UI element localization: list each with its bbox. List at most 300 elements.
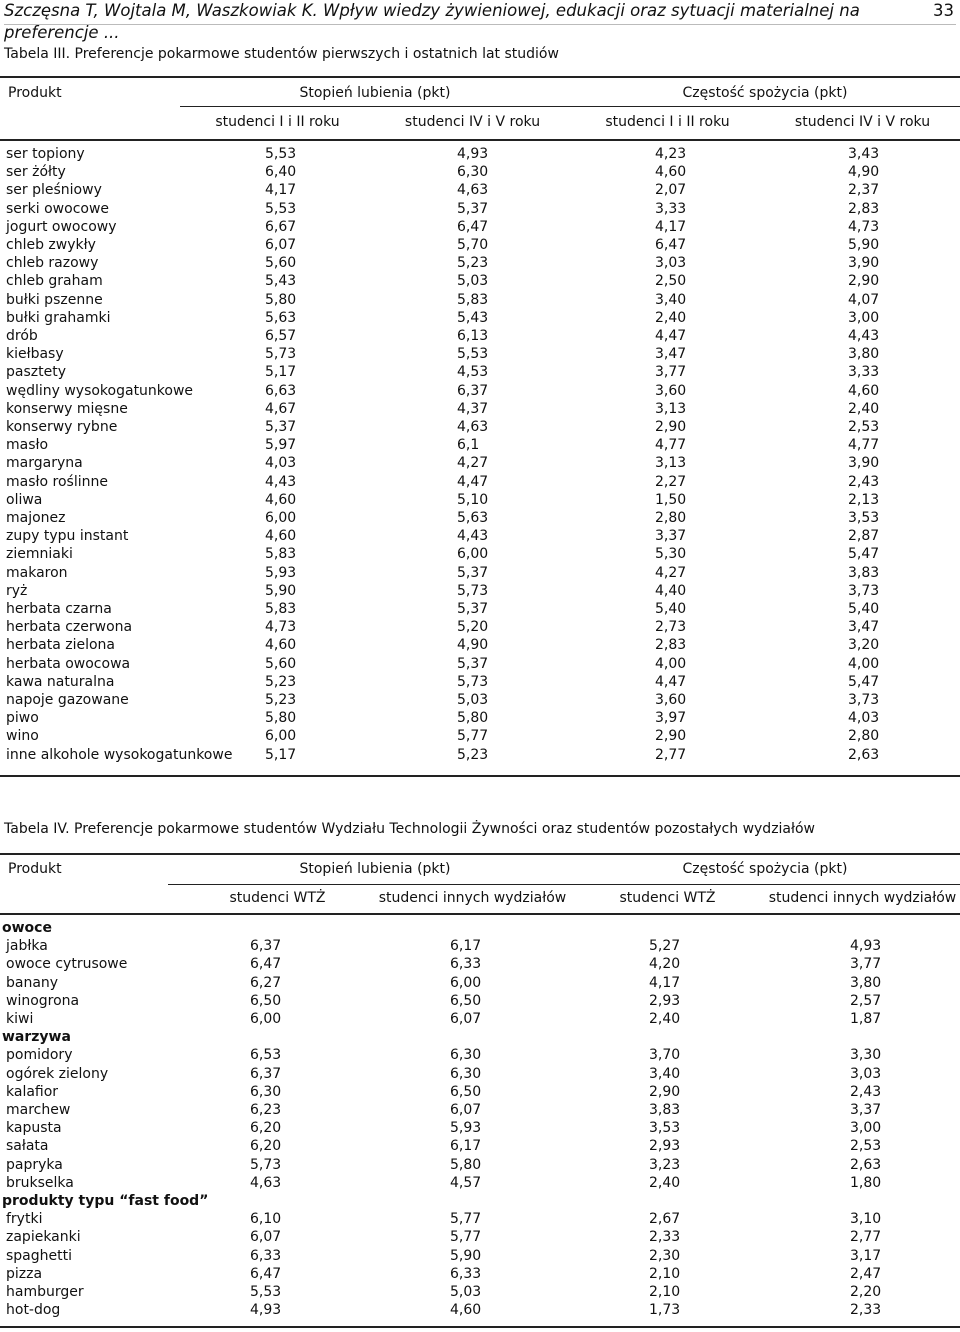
value-cell: 3,00 <box>850 1120 882 1137</box>
value-cell: 3,47 <box>848 619 880 636</box>
value-cell: 4,63 <box>457 182 489 199</box>
value-cell: 2,40 <box>848 400 880 417</box>
value-cell: 3,53 <box>848 510 880 526</box>
value-cell: 5,37 <box>457 601 489 617</box>
table-row <box>0 564 960 582</box>
value-cell: 5,80 <box>265 291 297 308</box>
value-cell: 3,30 <box>850 1047 882 1064</box>
value-cell: 3,73 <box>848 692 880 708</box>
value-cell: 4,27 <box>655 564 687 581</box>
table-row <box>0 727 960 745</box>
table-row <box>0 454 960 472</box>
value-cell: 5,60 <box>265 655 297 672</box>
value-cell: 5,17 <box>265 746 297 763</box>
value-cell: 5,03 <box>457 273 489 290</box>
value-cell: 4,17 <box>649 974 681 991</box>
table3-col-product: Produkt <box>8 85 62 101</box>
value-cell: 3,97 <box>655 710 687 727</box>
value-cell: 4,43 <box>265 473 297 490</box>
value-cell: 5,93 <box>265 564 297 581</box>
value-cell: 3,70 <box>649 1047 681 1064</box>
value-cell: 2,83 <box>848 200 880 217</box>
product-name: spaghetti <box>6 1247 73 1264</box>
table-row <box>0 291 960 309</box>
group-label: warzywa <box>2 1029 71 1046</box>
value-cell: 5,43 <box>457 309 489 326</box>
value-cell: 2,07 <box>655 182 687 199</box>
product-name: sałata <box>6 1138 49 1155</box>
value-cell: 5,53 <box>250 1284 282 1300</box>
product-name: margaryna <box>6 455 83 472</box>
table4-bottom-rule <box>0 1326 960 1328</box>
product-name: brukselka <box>6 1174 74 1191</box>
table-row <box>0 1265 960 1283</box>
value-cell: 3,90 <box>848 455 880 472</box>
value-cell: 3,13 <box>655 455 687 472</box>
table-row <box>0 1228 960 1246</box>
product-name: pasztety <box>6 364 66 381</box>
table-row <box>0 181 960 199</box>
product-name: ziemniaki <box>6 546 73 563</box>
value-cell: 3,37 <box>655 528 687 545</box>
value-cell: 6,30 <box>450 1065 482 1082</box>
value-cell: 6,50 <box>450 992 482 1009</box>
value-cell: 1,80 <box>850 1174 882 1191</box>
table-row <box>0 974 960 992</box>
value-cell: 4,90 <box>848 164 880 181</box>
product-name: kapusta <box>6 1120 62 1137</box>
product-name: majonez <box>6 510 66 526</box>
value-cell: 3,10 <box>850 1211 882 1228</box>
value-cell: 5,53 <box>265 200 297 217</box>
product-name: herbata czarna <box>6 601 112 617</box>
table-row <box>0 345 960 363</box>
product-name: bułki pszenne <box>6 291 103 308</box>
value-cell: 2,83 <box>655 637 687 654</box>
product-name: winogrona <box>6 992 80 1009</box>
product-name: wino <box>6 728 39 745</box>
value-cell: 4,60 <box>848 382 880 399</box>
value-cell: 4,63 <box>457 419 489 435</box>
table4-subcol-2: studenci innych wydziałów <box>378 890 567 906</box>
value-cell: 6,00 <box>250 1011 282 1027</box>
value-cell: 6,53 <box>250 1047 282 1064</box>
product-name: papryka <box>6 1156 63 1173</box>
value-cell: 4,40 <box>655 582 687 599</box>
product-name: jogurt owocowy <box>6 218 117 235</box>
value-cell: 6,37 <box>250 938 282 955</box>
value-cell: 5,77 <box>457 728 489 745</box>
value-cell: 5,80 <box>265 710 297 727</box>
value-cell: 5,90 <box>265 582 297 599</box>
value-cell: 5,90 <box>450 1247 482 1264</box>
value-cell: 6,30 <box>457 164 489 181</box>
value-cell: 6,00 <box>265 510 297 526</box>
value-cell: 5,63 <box>457 510 489 526</box>
product-name: chleb graham <box>6 273 103 290</box>
value-cell: 5,23 <box>265 673 297 690</box>
table3-subcol-1: studenci I i II roku <box>215 114 340 130</box>
value-cell: 4,43 <box>848 328 880 344</box>
table3-bottom-rule <box>0 775 960 777</box>
value-cell: 2,57 <box>850 992 882 1009</box>
value-cell: 4,60 <box>265 528 297 545</box>
product-name: owoce cytrusowe <box>6 956 128 973</box>
value-cell: 6,37 <box>457 382 489 399</box>
value-cell: 4,60 <box>265 491 297 508</box>
value-cell: 3,40 <box>649 1065 681 1082</box>
table-row <box>0 582 960 600</box>
table-row <box>0 163 960 181</box>
value-cell: 5,27 <box>649 938 681 955</box>
table-row <box>0 992 960 1010</box>
value-cell: 2,67 <box>649 1211 681 1228</box>
value-cell: 2,87 <box>848 528 880 545</box>
value-cell: 4,67 <box>265 400 297 417</box>
product-name: pizza <box>6 1265 43 1282</box>
table-row <box>0 1046 960 1064</box>
value-cell: 3,47 <box>655 346 687 363</box>
value-cell: 4,00 <box>655 655 687 672</box>
table-row <box>0 955 960 973</box>
product-name: makaron <box>6 564 68 581</box>
product-name: ogórek zielony <box>6 1065 109 1082</box>
table-row <box>0 1010 960 1028</box>
table-row <box>0 145 960 163</box>
value-cell: 5,47 <box>848 673 880 690</box>
table-row <box>0 691 960 709</box>
value-cell: 4,77 <box>848 437 880 454</box>
product-name: inne alkohole wysokogatunkowe <box>6 746 233 763</box>
table-row <box>0 254 960 272</box>
table-row <box>0 327 960 345</box>
product-name: ser żółty <box>6 164 66 181</box>
table4-col-product: Produkt <box>8 861 62 877</box>
product-name: wędliny wysokogatunkowe <box>6 382 194 399</box>
value-cell: 5,30 <box>655 546 687 563</box>
value-cell: 2,40 <box>649 1174 681 1191</box>
value-cell: 4,47 <box>655 673 687 690</box>
table-row <box>0 473 960 491</box>
table-row <box>0 1174 960 1192</box>
product-name: drób <box>6 328 38 344</box>
value-cell: 2,30 <box>649 1247 681 1264</box>
value-cell: 5,23 <box>457 255 489 272</box>
table-row <box>0 545 960 563</box>
table4-group-liking: Stopień lubienia (pkt) <box>299 861 451 877</box>
value-cell: 1,73 <box>649 1302 681 1319</box>
value-cell: 5,23 <box>265 692 297 708</box>
table-row <box>0 236 960 254</box>
table-row <box>0 309 960 327</box>
value-cell: 4,63 <box>250 1174 282 1191</box>
value-cell: 6,47 <box>250 956 282 973</box>
value-cell: 3,80 <box>848 346 880 363</box>
value-cell: 5,80 <box>450 1156 482 1173</box>
running-head <box>4 0 956 42</box>
value-cell: 2,93 <box>649 1138 681 1155</box>
value-cell: 4,93 <box>457 146 489 162</box>
value-cell: 6,27 <box>250 974 282 991</box>
table-row <box>0 1301 960 1319</box>
value-cell: 6,17 <box>450 938 482 955</box>
table-row <box>0 1119 960 1137</box>
value-cell: 4,77 <box>655 437 687 454</box>
value-cell: 6,07 <box>265 237 297 253</box>
table-row <box>0 1065 960 1083</box>
table-row <box>0 272 960 290</box>
value-cell: 2,63 <box>848 746 880 763</box>
value-cell: 6,23 <box>250 1102 282 1118</box>
value-cell: 3,37 <box>850 1102 882 1118</box>
value-cell: 3,77 <box>655 364 687 381</box>
value-cell: 3,43 <box>848 146 880 162</box>
value-cell: 4,03 <box>265 455 297 472</box>
value-cell: 5,37 <box>457 564 489 581</box>
product-name: pomidory <box>6 1047 73 1064</box>
value-cell: 2,47 <box>850 1265 882 1282</box>
product-name: jabłka <box>6 938 48 955</box>
value-cell: 5,10 <box>457 491 489 508</box>
value-cell: 2,73 <box>655 619 687 636</box>
value-cell: 4,37 <box>457 400 489 417</box>
group-label: owoce <box>2 920 52 936</box>
value-cell: 5,20 <box>457 619 489 636</box>
table-row <box>0 382 960 400</box>
value-cell: 5,37 <box>265 419 297 435</box>
value-cell: 5,03 <box>450 1284 482 1300</box>
value-cell: 4,07 <box>848 291 880 308</box>
value-cell: 2,13 <box>848 491 880 508</box>
value-cell: 3,00 <box>848 309 880 326</box>
table-row <box>0 746 960 764</box>
value-cell: 3,90 <box>848 255 880 272</box>
product-name: kiełbasy <box>6 346 64 363</box>
value-cell: 2,27 <box>655 473 687 490</box>
table4-header-rule <box>0 913 960 915</box>
value-cell: 6,50 <box>250 992 282 1009</box>
value-cell: 3,20 <box>848 637 880 654</box>
table-row <box>0 218 960 236</box>
value-cell: 4,57 <box>450 1174 482 1191</box>
value-cell: 5,43 <box>265 273 297 290</box>
product-name: herbata czerwona <box>6 619 133 636</box>
product-name: zapiekanki <box>6 1229 81 1246</box>
table3-header-rule <box>0 139 960 141</box>
table4-group-frequency: Częstość spożycia (pkt) <box>682 861 848 877</box>
value-cell: 6,37 <box>250 1065 282 1082</box>
value-cell: 6,50 <box>450 1083 482 1100</box>
value-cell: 5,90 <box>848 237 880 253</box>
table3-group-frequency: Częstość spożycia (pkt) <box>682 85 848 101</box>
value-cell: 6,13 <box>457 328 489 344</box>
value-cell: 3,23 <box>649 1156 681 1173</box>
table-row <box>0 1156 960 1174</box>
value-cell: 4,53 <box>457 364 489 381</box>
value-cell: 6,00 <box>450 974 482 991</box>
value-cell: 4,03 <box>848 710 880 727</box>
table4-subcol-3: studenci WTŻ <box>619 890 716 906</box>
table3-subcol-4: studenci IV i V roku <box>794 114 931 130</box>
value-cell: 5,47 <box>848 546 880 563</box>
value-cell: 5,83 <box>265 601 297 617</box>
value-cell: 2,90 <box>649 1083 681 1100</box>
value-cell: 4,60 <box>265 637 297 654</box>
value-cell: 5,83 <box>265 546 297 563</box>
value-cell: 4,60 <box>655 164 687 181</box>
value-cell: 5,70 <box>457 237 489 253</box>
value-cell: 4,20 <box>649 956 681 973</box>
value-cell: 4,27 <box>457 455 489 472</box>
table-row <box>0 1247 960 1265</box>
value-cell: 5,73 <box>250 1156 282 1173</box>
value-cell: 5,17 <box>265 364 297 381</box>
value-cell: 2,90 <box>655 728 687 745</box>
value-cell: 1,87 <box>850 1011 882 1027</box>
product-name: masło <box>6 437 49 454</box>
value-cell: 5,93 <box>450 1120 482 1137</box>
table3-group-rule <box>180 106 960 107</box>
product-name: serki owocowe <box>6 200 110 217</box>
group-label: produkty typu “fast food” <box>2 1193 209 1209</box>
value-cell: 5,40 <box>848 601 880 617</box>
value-cell: 2,93 <box>649 992 681 1009</box>
table4-subcol-1: studenci WTŻ <box>229 890 326 906</box>
value-cell: 6,07 <box>250 1229 282 1246</box>
value-cell: 2,43 <box>848 473 880 490</box>
value-cell: 6,63 <box>265 382 297 399</box>
value-cell: 5,37 <box>457 655 489 672</box>
product-name: konserwy mięsne <box>6 400 128 417</box>
value-cell: 6,1 <box>457 437 480 454</box>
value-cell: 3,03 <box>655 255 687 272</box>
table-row <box>0 673 960 691</box>
product-name: kiwi <box>6 1011 34 1027</box>
value-cell: 2,77 <box>655 746 687 763</box>
product-name: hamburger <box>6 1284 84 1300</box>
value-cell: 2,33 <box>649 1229 681 1246</box>
value-cell: 3,83 <box>848 564 880 581</box>
value-cell: 6,20 <box>250 1138 282 1155</box>
value-cell: 6,33 <box>450 1265 482 1282</box>
value-cell: 6,57 <box>265 328 297 344</box>
table-row <box>0 363 960 381</box>
value-cell: 5,23 <box>457 746 489 763</box>
value-cell: 3,60 <box>655 382 687 399</box>
value-cell: 4,93 <box>850 938 882 955</box>
value-cell: 4,90 <box>457 637 489 654</box>
value-cell: 3,33 <box>655 200 687 217</box>
value-cell: 6,33 <box>250 1247 282 1264</box>
value-cell: 6,17 <box>450 1138 482 1155</box>
product-name: chleb zwykły <box>6 237 96 253</box>
value-cell: 2,50 <box>655 273 687 290</box>
product-name: kalafior <box>6 1083 59 1100</box>
value-cell: 5,37 <box>457 200 489 217</box>
product-name: bułki grahamki <box>6 309 111 326</box>
value-cell: 1,50 <box>655 491 687 508</box>
table-row <box>0 491 960 509</box>
value-cell: 5,73 <box>457 582 489 599</box>
table4-top-rule <box>0 853 960 855</box>
table3-subcol-3: studenci I i II roku <box>605 114 730 130</box>
value-cell: 2,80 <box>848 728 880 745</box>
value-cell: 3,13 <box>655 400 687 417</box>
table-row <box>0 400 960 418</box>
table-row <box>0 418 960 436</box>
table-row <box>0 618 960 636</box>
value-cell: 4,73 <box>265 619 297 636</box>
value-cell: 3,53 <box>649 1120 681 1137</box>
value-cell: 4,43 <box>457 528 489 545</box>
product-name: masło roślinne <box>6 473 108 490</box>
value-cell: 6,07 <box>450 1011 482 1027</box>
table-row <box>0 1210 960 1228</box>
value-cell: 5,97 <box>265 437 297 454</box>
value-cell: 5,73 <box>457 673 489 690</box>
table-row <box>0 1137 960 1155</box>
value-cell: 4,47 <box>655 328 687 344</box>
page-number: 33 <box>933 1 954 20</box>
value-cell: 6,47 <box>250 1265 282 1282</box>
product-name: ryż <box>6 582 28 599</box>
product-name: ser topiony <box>6 146 85 162</box>
product-name: kawa naturalna <box>6 673 115 690</box>
table-row <box>0 709 960 727</box>
value-cell: 3,40 <box>655 291 687 308</box>
table4-subcol-4: studenci innych wydziałów <box>768 890 957 906</box>
value-cell: 5,77 <box>450 1229 482 1246</box>
product-name: marchew <box>6 1102 71 1118</box>
value-cell: 2,53 <box>850 1138 882 1155</box>
value-cell: 4,73 <box>848 218 880 235</box>
value-cell: 6,00 <box>457 546 489 563</box>
value-cell: 4,47 <box>457 473 489 490</box>
value-cell: 4,00 <box>848 655 880 672</box>
product-name: zupy typu instant <box>6 528 129 545</box>
value-cell: 3,83 <box>649 1102 681 1118</box>
value-cell: 5,53 <box>265 146 297 162</box>
value-cell: 2,10 <box>649 1265 681 1282</box>
value-cell: 5,40 <box>655 601 687 617</box>
value-cell: 2,33 <box>850 1302 882 1319</box>
value-cell: 6,00 <box>265 728 297 745</box>
value-cell: 2,90 <box>848 273 880 290</box>
table-row <box>0 1283 960 1301</box>
product-name: chleb razowy <box>6 255 99 272</box>
value-cell: 4,17 <box>655 218 687 235</box>
value-cell: 3,03 <box>850 1065 882 1082</box>
table-row <box>0 655 960 673</box>
value-cell: 6,30 <box>450 1047 482 1064</box>
value-cell: 6,47 <box>457 218 489 235</box>
value-cell: 2,53 <box>848 419 880 435</box>
value-cell: 3,77 <box>850 956 882 973</box>
value-cell: 2,20 <box>850 1284 882 1300</box>
value-cell: 6,20 <box>250 1120 282 1137</box>
product-name: napoje gazowane <box>6 692 129 708</box>
value-cell: 2,37 <box>848 182 880 199</box>
value-cell: 5,03 <box>457 692 489 708</box>
value-cell: 5,60 <box>265 255 297 272</box>
table4-caption: Tabela IV. Preferencje pokarmowe studentów Wydziału Technologii Żywności oraz studentów pozostałych wydziałów <box>4 821 816 837</box>
value-cell: 5,80 <box>457 710 489 727</box>
value-cell: 2,90 <box>655 419 687 435</box>
product-name: hot-dog <box>6 1302 61 1319</box>
value-cell: 2,40 <box>649 1011 681 1027</box>
value-cell: 2,77 <box>850 1229 882 1246</box>
value-cell: 5,73 <box>265 346 297 363</box>
